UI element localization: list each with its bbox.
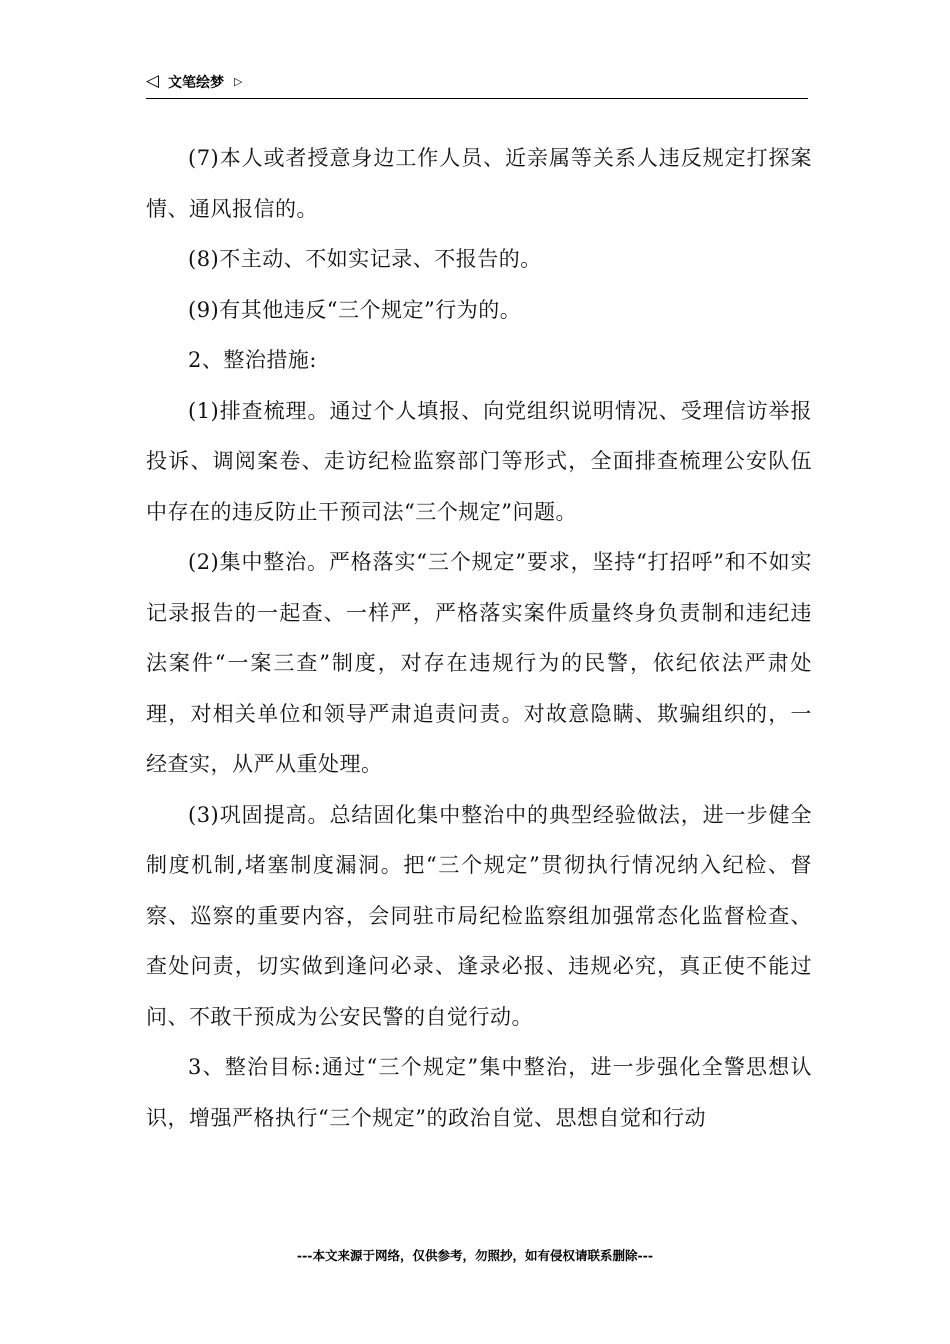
- footer-notice: ---本文来源于网络，仅供参考，勿照抄，如有侵权请联系删除---: [296, 1248, 654, 1263]
- triangle-left-icon: ◁: [146, 71, 160, 91]
- paragraph-measure-3: (3)巩固提高。总结固化集中整治中的典型经验做法，进一步健全制度机制,堵塞制度漏洞。把“三个规定”贯彻执行情况纳入纪检、督察、巡察的重要内容，会同驻市局纪检监察组加强常态化监督检查、查处问责，切实做到逢问必录、逢录必报、违规必究，真正使不能过问、不敢干预成为公安民警的自觉行动。: [146, 802, 812, 1029]
- paragraph-item-9: (9)有其他违反“三个规定”行为的。: [188, 297, 522, 322]
- paragraph-goals: 3、整治目标:通过“三个规定”集中整治，进一步强化全警思想认识，增强严格执行“三个规定”的政治自觉、思想自觉和行动: [146, 1055, 812, 1130]
- brand-title: 文笔绘梦: [168, 75, 224, 91]
- paragraph-measure-2: (2)集中整治。严格落实“三个规定”要求，坚持“打招呼”和不如实记录报告的一起查、一样严，严格落实案件质量终身负责制和违纪违法案件“一案三查”制度，对存在违规行为的民警，依纪依法严肃处理，对相关单位和领导严肃追责问责。对故意隐瞒、欺骗组织的，一经查实，从严从重处理。: [146, 550, 812, 776]
- paragraph-measure-1: (1)排查梳理。通过个人填报、向党组织说明情况、受理信访举报投诉、调阅案卷、走访纪检监察部门等形式，全面排查梳理公安队伍中存在的违反防止干预司法“三个规定”问题。: [146, 398, 812, 524]
- page-header: [146, 72, 808, 99]
- paragraph-item-8: (8)不主动、不如实记录、不报告的。: [188, 247, 542, 271]
- section-heading-measures: 2、整治措施:: [188, 348, 317, 372]
- document-body: [146, 133, 812, 1143]
- paragraph-item-7: (7)本人或者授意身边工作人员、近亲属等关系人违反规定打探案情、通风报信的。: [146, 146, 812, 221]
- triangle-right-icon: ▷: [234, 75, 243, 88]
